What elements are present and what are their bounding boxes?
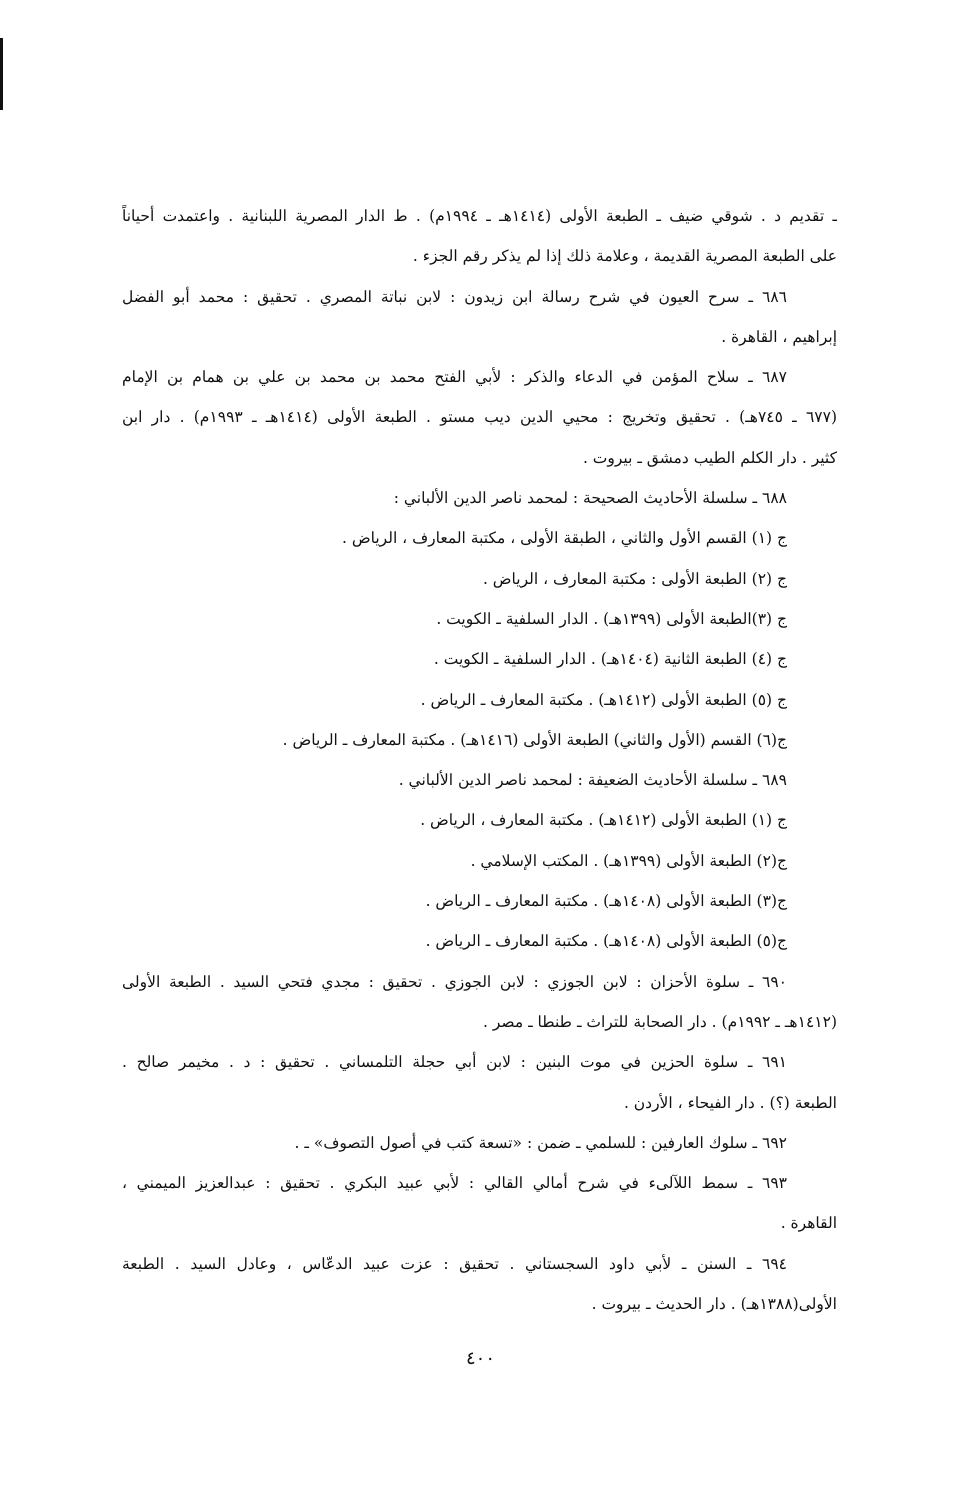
text-line: ج (٥) الطبعة الأولى (١٤١٢هـ) . مكتبة المعارف ـ الرياض .	[420, 690, 787, 709]
page-number: ٤٠٠	[465, 1348, 495, 1369]
text-line: إبراهيم ، القاهرة .	[721, 327, 837, 346]
text-line: ٦٨٨ ـ سلسلة الأحاديث الصحيحة : لمحمد ناصر الدين الألباني :	[393, 489, 787, 508]
text-line: ج(٢) الطبعة الأولى (١٣٩٩هـ) . المكتب الإسلامي .	[470, 851, 787, 870]
text-line: ج (٣)الطبعة الأولى (١٣٩٩هـ) . الدار السلفية ـ الكويت .	[436, 609, 787, 628]
text-line: كثير . دار الكلم الطيب دمشق ـ بيروت .	[582, 448, 837, 467]
text-line: الطبعة (؟) . دار الفيحاء ، الأردن .	[623, 1093, 837, 1112]
text-line: ٦٩٤ ـ السنن ـ لأبي داود السجستاني . تحقيق : عزت عبيد الدعّاس ، وعادل السيد . الطبعة	[122, 1254, 787, 1273]
text-line: ٦٩٢ ـ سلوك العارفين : للسلمي ـ ضمن : «تسعة كتب في أصول التصوف» ـ .	[294, 1133, 787, 1152]
text-line: ٦٩١ ـ سلوة الحزين في موت البنين : لابن أبي حجلة التلمساني . تحقيق : د . مخيمر صالح .	[122, 1053, 787, 1072]
text-line: ٦٨٧ ـ سلاح المؤمن في الدعاء والذكر : لأبي الفتح محمد بن محمد بن علي بن همام بن الإمام	[122, 368, 787, 387]
text-line: ج (١) الطبعة الأولى (١٤١٢هـ) . مكتبة المعارف ، الرياض .	[420, 811, 787, 830]
text-line: ٦٨٦ ـ سرح العيون في شرح رسالة ابن زيدون : لابن نباتة المصري . تحقيق : محمد أبو الفضل	[122, 287, 787, 306]
page-edge-mark	[0, 38, 3, 110]
text-line: القاهرة .	[780, 1214, 837, 1233]
text-line: ٦٨٩ ـ سلسلة الأحاديث الضعيفة : لمحمد ناصر الدين الألباني .	[398, 771, 787, 790]
text-line: ج (٢) الطبعة الأولى : مكتبة المعارف ، الرياض .	[482, 569, 787, 588]
text-line: (١٤١٢هـ ـ ١٩٩٢م) . دار الصحابة للتراث ـ طنطا ـ مصر .	[483, 1012, 837, 1031]
bibliography-text	[122, 196, 837, 1324]
text-line: ٦٩٣ ـ سمط اللآلىء في شرح أمالي القالي : لأبي عبيد البكري . تحقيق : عبدالعزيز الميمني ،	[122, 1174, 787, 1193]
text-line: ج(٥) الطبعة الأولى (١٤٠٨هـ) . مكتبة المعارف ـ الرياض .	[425, 932, 787, 951]
text-line: (٦٧٧ ـ ٧٤٥هـ) . تحقيق وتخريج : محيي الدين ديب مستو . الطبعة الأولى (١٤١٤هـ ـ ١٩٩٣م) . دار ابن	[122, 408, 837, 427]
text-line: ج (٤) الطبعة الثانية (١٤٠٤هـ) . الدار السلفية ـ الكويت .	[433, 650, 787, 669]
text-line: ٦٩٠ ـ سلوة الأحزان : لابن الجوزي : لابن الجوزي . تحقيق : مجدي فتحي السيد . الطبعة الأولى	[122, 972, 787, 991]
text-line: ج (١) القسم الأول والثاني ، الطبقة الأولى ، مكتبة المعارف ، الرياض .	[342, 529, 787, 548]
text-line: ـ تقديم د . شوقي ضيف ـ الطبعة الأولى (١٤١٤هـ ـ ١٩٩٤م) . ط الدار المصرية اللبنانية . واعتمدت أحياناً	[122, 207, 837, 225]
text-line: ج(٦) القسم (الأول والثاني) الطبعة الأولى (١٤١٦هـ) . مكتبة المعارف ـ الرياض .	[282, 730, 787, 749]
text-line: ج(٣) الطبعة الأولى (١٤٠٨هـ) . مكتبة المعارف ـ الرياض .	[425, 892, 787, 911]
text-line: الأولى(١٣٨٨هـ) . دار الحديث ـ بيروت .	[591, 1295, 837, 1314]
text-line: على الطبعة المصرية القديمة ، وعلامة ذلك إذا لم يذكر رقم الجزء .	[412, 247, 837, 266]
